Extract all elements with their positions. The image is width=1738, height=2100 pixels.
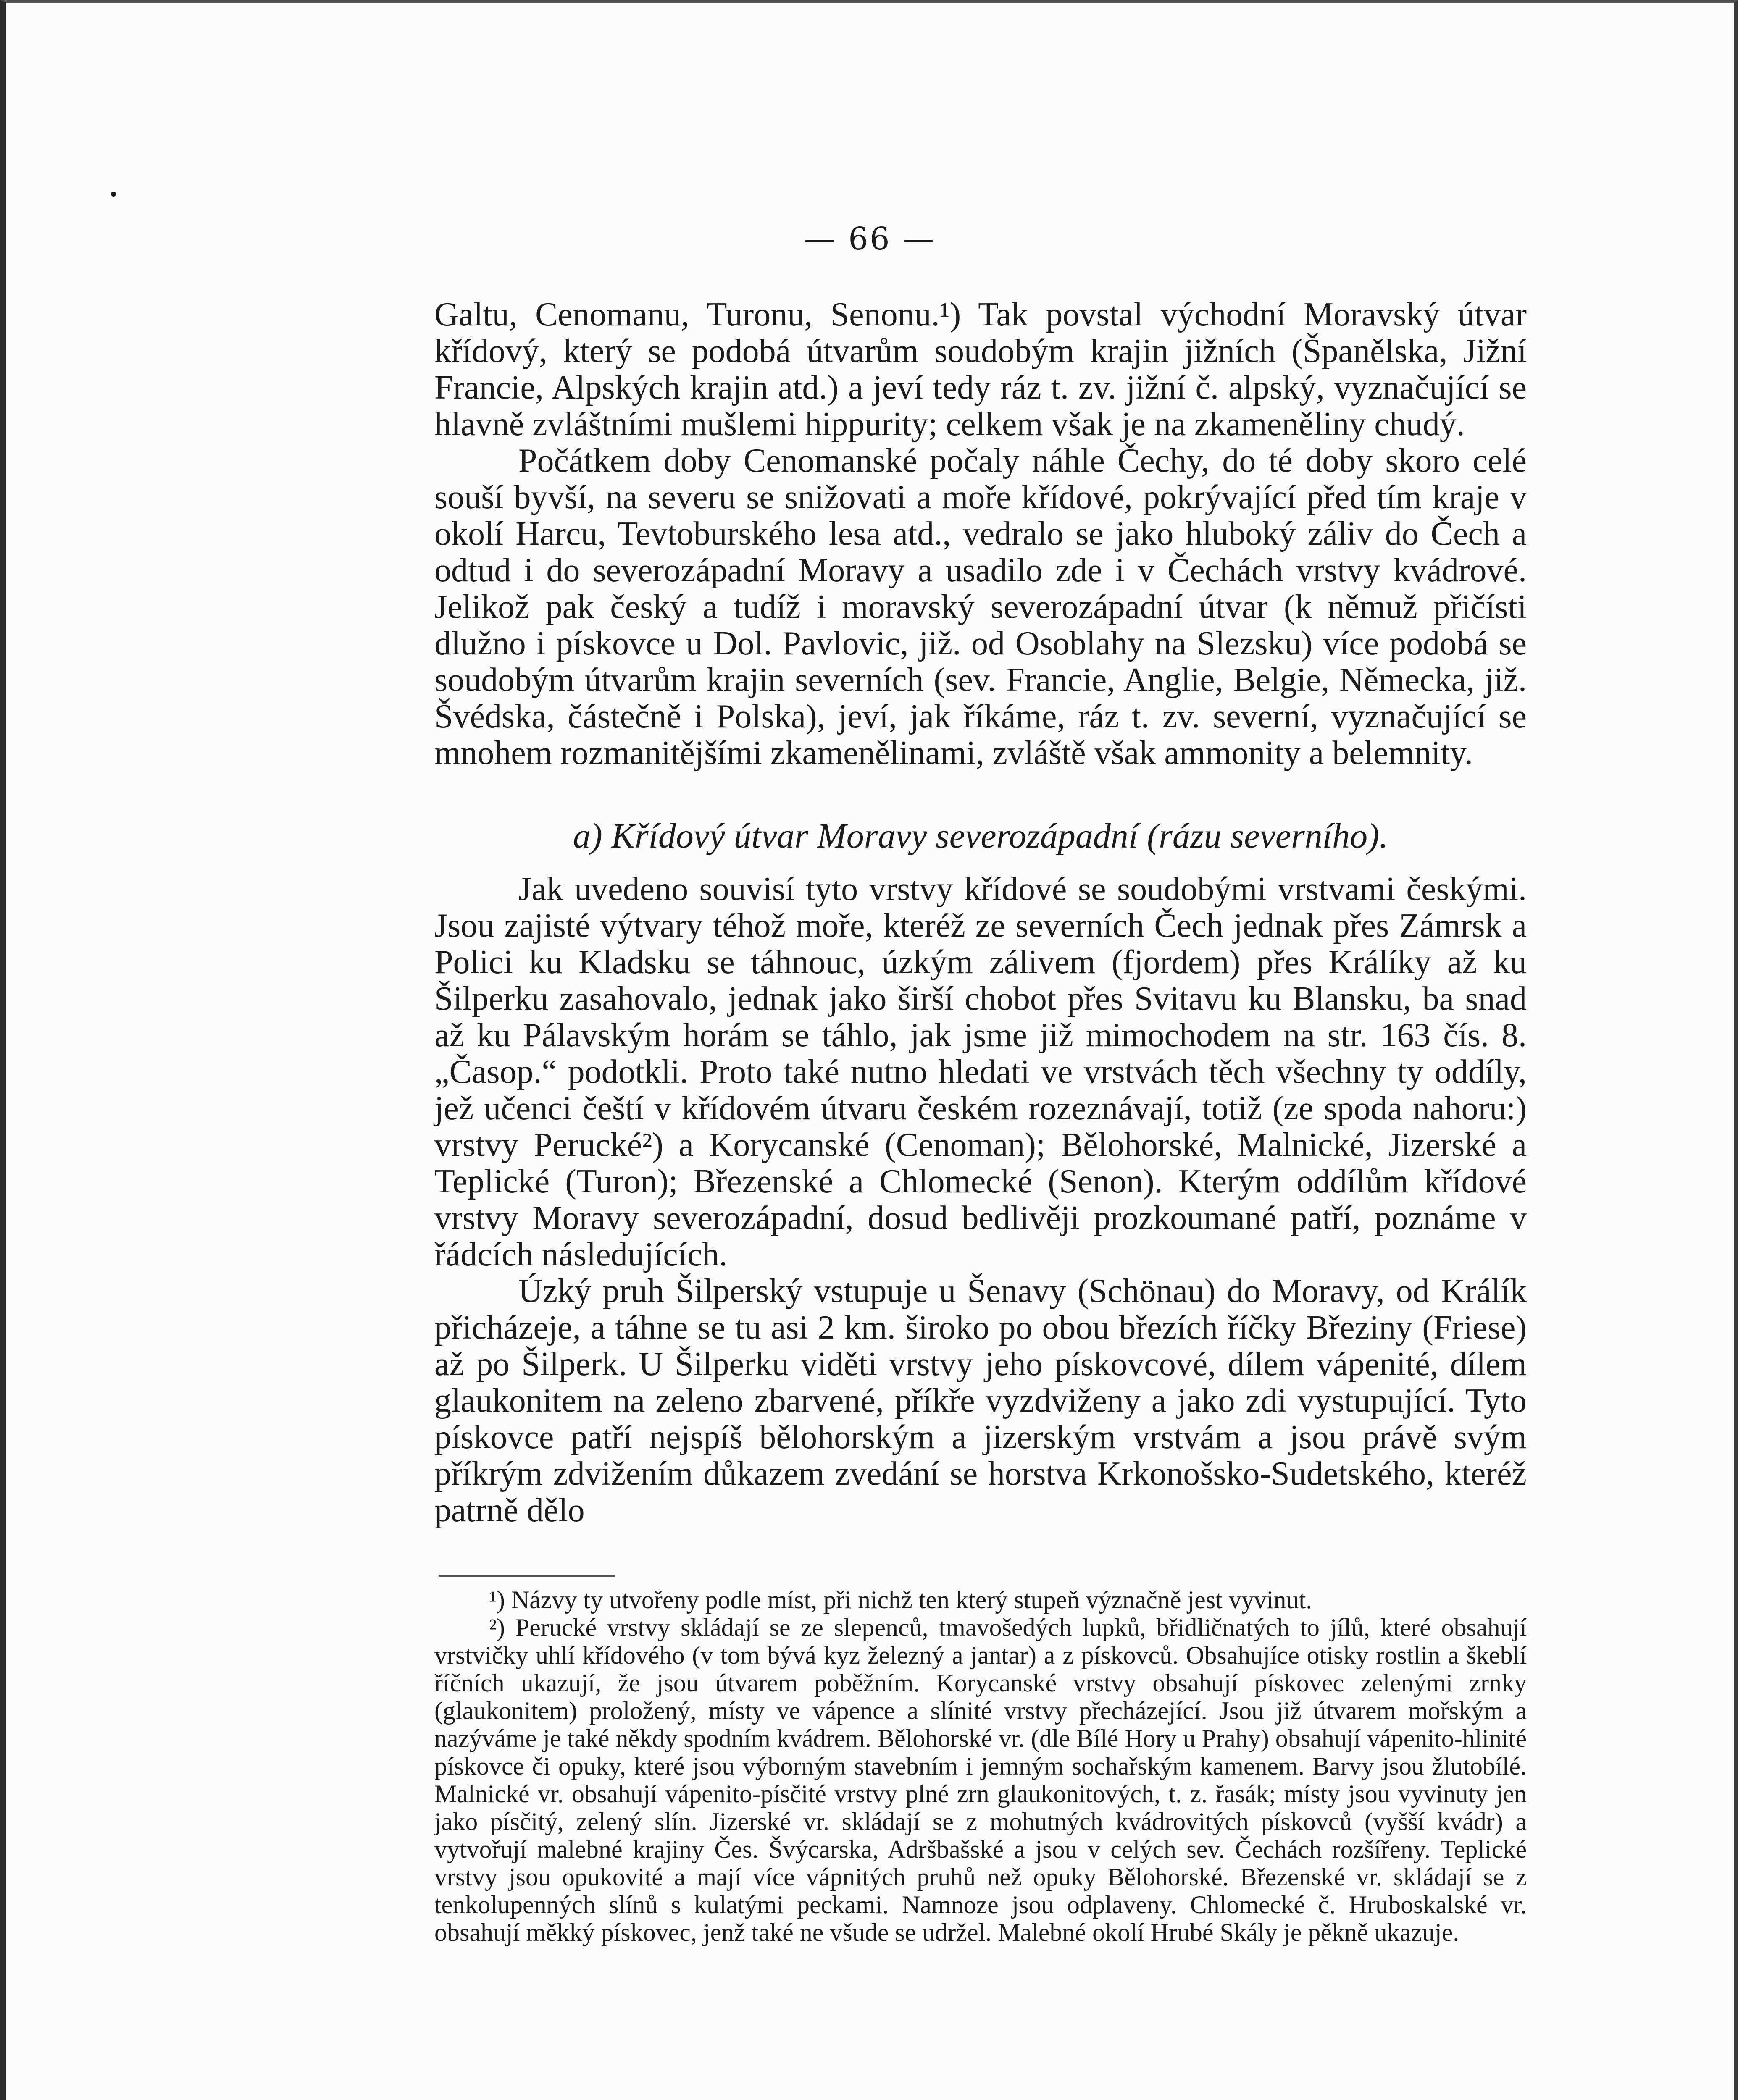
paragraph-1: Galtu, Cenomanu, Turonu, Senonu.¹) Tak povstal východní Moravský útvar křídový, který se podobá útvarům soudobým krajin jižních (Španělska, Jižní Francie, Alpských krajin atd.) a jeví tedy ráz t. zv. jižní č. alpský, vyznačující se hlavně zvláštními mušlemi hippurity; celkem však je na zkameněliny chudý. bbox=[434, 296, 1527, 443]
paragraph-2: Počátkem doby Cenomanské počaly náhle Čechy, do té doby skoro celé souší byvší, na severu se snižovati a moře křídové, pokrývající před tím kraje v okolí Harcu, Tevtoburského lesa atd., vedralo se jako hluboký záliv do Čech a odtud i do severozápadní Moravy a usadilo zde i v Čechách vrstvy kvádrové. Jelikož pak český a tudíž i moravský severozápadní útvar (k němuž přičísti dlužno i pískovce u Dol. Pavlovic, již. od Osoblahy na Slezsku) více podobá se soudobým útvarům krajin severních (sev. Francie, Anglie, Belgie, Německa, již. Švédska, částečně i Polska), jeví, jak říkáme, ráz t. zv. severní, vyznačující se mnohem rozmanitějšími zkamenělinami, zvláště však ammonity a belemnity. bbox=[434, 442, 1527, 772]
footnote-separator bbox=[439, 1575, 615, 1577]
footnote-1: ¹) Názvy ty utvořeny podle míst, při nichž ten který stupeň význačně jest vyvinut. bbox=[489, 1586, 1312, 1614]
page-number: — 66 — bbox=[804, 221, 936, 257]
paragraph-4: Úzký pruh Šilperský vstupuje u Šenavy (Schönau) do Moravy, od Králík přicházeje, a táhne se tu asi 2 km. široko po obou březích říčky Březiny (Friese) až po Šilperk. U Šilperku viděti vrstvy jeho pískovcové, dílem vápenité, dílem glaukonitem na zeleno zbarvené, příkře vyzdviženy a jako zdi vystupující. Tyto pískovce patří nejspíš bělohorským a jizerským vrstvám a jsou právě svým příkrým zdvižením důkazem zvedání se horstva Krkonošsko-Sudetského, kteréž patrně dělo bbox=[434, 1273, 1527, 1529]
section-heading: a) Křídový útvar Moravy severozápadní (rázu severního). bbox=[573, 816, 1388, 856]
main-text bbox=[434, 297, 1527, 1529]
footnotes bbox=[434, 1586, 1527, 1946]
paragraph-3: Jak uvedeno souvisí tyto vrstvy křídové se soudobými vrstvami českými. Jsou zajisté výtvary téhož moře, kteréž ze severních Čech jednak přes Zámrsk a Polici ku Kladsku se táhnouc, úzkým zálivem (fjordem) přes Králíky až ku Šilperku zasahovalo, jednak jako širší chobot přes Svitavu ku Blansku, ba snad až ku Pálavským horám se táhlo, jak jsme již mimochodem na str. 163 čís. 8. „Časop.“ podotkli. Proto také nutno hledati ve vrstvách těch všechny ty oddíly, jež učenci čeští v křídovém útvaru českém rozeznávají, totiž (ze spoda nahoru:) vrstvy Perucké²) a Korycanské (Cenoman); Bělohorské, Malnické, Jizerské a Teplické (Turon); Březenské a Chlomecké (Senon). Kterým oddílům křídové vrstvy Moravy severozápadní, dosud bedlivěji prozkoumané patří, poznáme v řádcích následujících. bbox=[434, 871, 1527, 1273]
margin-dot-mark bbox=[111, 192, 116, 197]
footnote-2: ²) Perucké vrstvy skládají se ze slepenců, tmavošedých lupků, břidličnatých to jílů, které obsahují vrstvičky uhlí křídového (v tom bývá kyz železný a jantar) a z pískovců. Obsahujíce otisky rostlin a škeblí říčních ukazují, že jsou útvarem poběžním. Korycanské vrstvy obsahují pískovec zelenými zrnky (glaukonitem) proložený, místy ve vápence a slínité vrstvy přecházející. Jsou již útvarem mořským a nazýváme je také někdy spodním kvádrem. Bělohorské vr. (dle Bílé Hory u Prahy) obsahují vápenito-hlinité pískovce či opuky, které jsou výborným stavebním i jemným sochařským kamenem. Barvy jsou žlutobílé. Malnické vr. obsahují vápenito-písčité vrstvy plné zrn glaukonitových, t. z. řasák; místy jsou vyvinuty jen jako písčitý, zelený slín. Jizerské vr. skládají se z mohutných kvádrovitých pískovců (vyšší kvádr) a vytvořují malebné krajiny Čes. Švýcarska, Adršbašské a jsou v celých sev. Čechách rozšířeny. Teplické vrstvy jsou opukovité a mají více vápnitých pruhů než opuky Bělohorské. Březenské vr. skládají se z tenkolupenných slínů s kulatými peckami. Namnoze jsou odplaveny. Chlomecké č. Hruboskalské vr. obsahují měkký pískovec, jenž také ne všude se udržel. Malebné okolí Hrubé Skály je pěkně ukazuje. bbox=[434, 1614, 1527, 1946]
